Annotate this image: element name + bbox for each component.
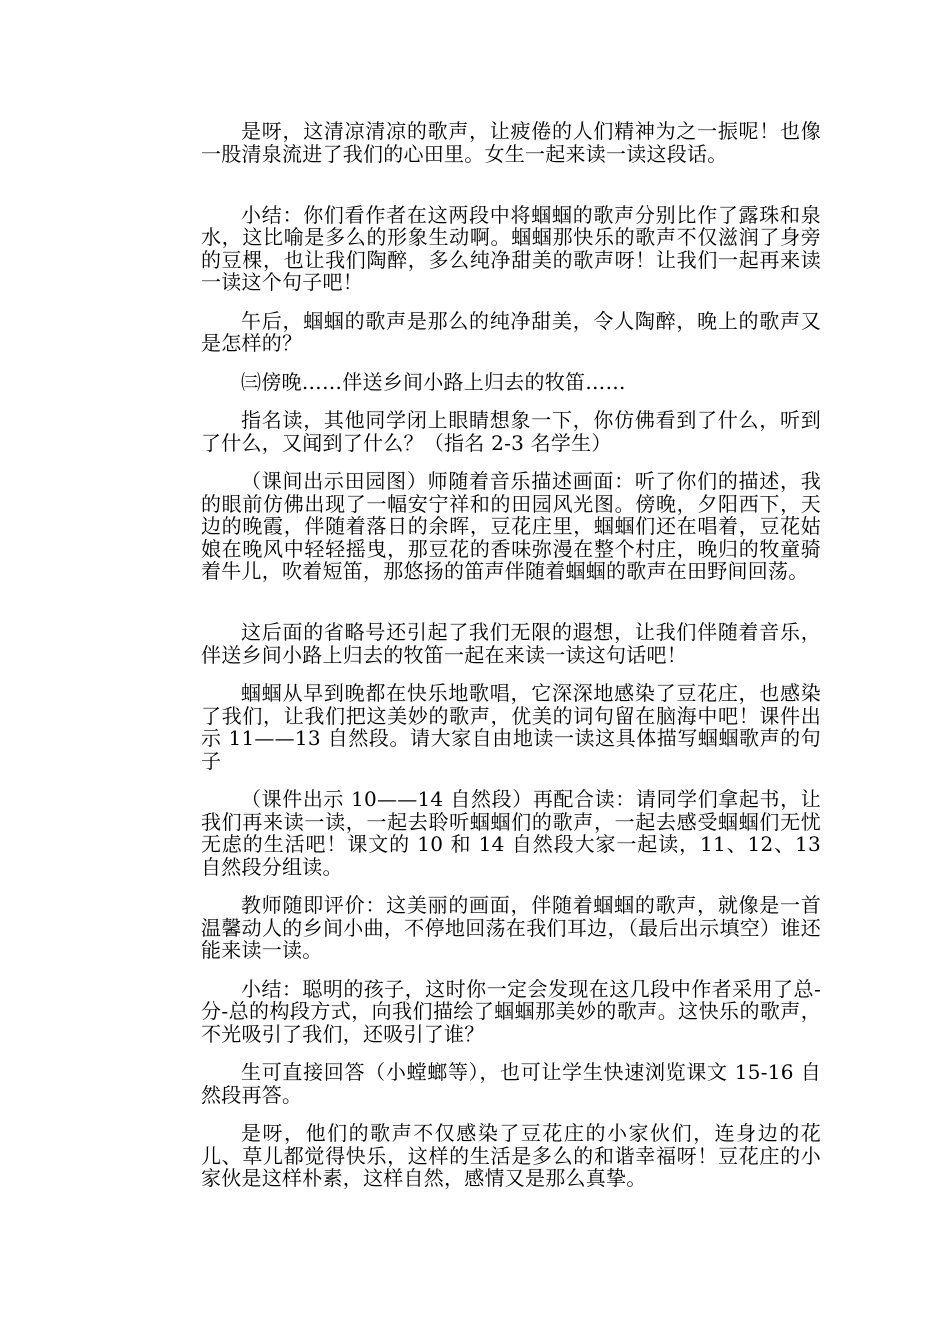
paragraph-8: 蝈蝈从早到晚都在快乐地歌唱，它深深地感染了豆花庄，也感染了我们，让我们把这美妙的歌声，优美的词句留在脑海中吧！课件出示 11——13 自然段。请大家自由地读一读这具体描写蝈蝈歌声的句子: [201, 681, 821, 773]
paragraph-5: 指名读，其他同学闭上眼睛想象一下，你仿佛看到了什么，听到了什么，又闻到了什么？（指名 2-3 名学生）: [201, 408, 821, 455]
paragraph-9: （课件出示 10——14 自然段）再配合读：请同学们拿起书，让我们再来读一读，一起去聆听蝈蝈们的歌声，一起去感受蝈蝈们无忧无虑的生活吧！课文的 10 和 14 自然段大家一起读，11、12、13 自然段分组读。: [201, 787, 821, 879]
paragraph-10: 教师随即评价：这美丽的画面，伴随着蝈蝈的歌声，就像是一首温馨动人的乡间小曲，不停地回荡在我们耳边，（最后出示填空）谁还能来读一读。: [201, 893, 821, 962]
paragraph-6: （课间出示田园图）师随着音乐描述画面：听了你们的描述，我的眼前仿佛出现了一幅安宁祥和的田园风光图。傍晚，夕阳西下，天边的晚霞，伴随着落日的余晖，豆花庄里，蝈蝈们还在唱着，豆花姑娘在晚风中轻轻摇曳，那豆花的香味弥漫在整个村庄，晚归的牧童骑着牛儿，吹着短笛，那悠扬的笛声伴随着蝈蝈的歌声在田野间回荡。: [201, 469, 821, 583]
document-page: [201, 120, 821, 1206]
paragraph-4: ㈢傍晚……伴送乡间小路上归去的牧笛……: [241, 369, 626, 394]
paragraph-12: 生可直接回答（小螳螂等），也可让学生快速浏览课文 15-16 自然段再答。: [201, 1060, 821, 1107]
paragraph-2: 小结：你们看作者在这两段中将蝈蝈的歌声分别比作了露珠和泉水，这比喻是多么的形象生动啊。蝈蝈那快乐的歌声不仅滋润了身旁的豆棵，也让我们陶醉，多么纯净甜美的歌声呀！让我们一起再来读一读这个句子吧！: [201, 202, 821, 294]
paragraph-11: 小结：聪明的孩子，这时你一定会发现在这几段中作者采用了总-分-总的构段方式，向我们描绘了蝈蝈那美妙的歌声。这快乐的歌声，不光吸引了我们，还吸引了谁？: [201, 976, 821, 1046]
paragraph-7: 这后面的省略号还引起了我们无限的遐想，让我们伴随着音乐，伴送乡间小路上归去的牧笛一起在来读一读这句话吧！: [201, 620, 821, 667]
paragraph-1: 是呀，这清凉清凉的歌声，让疲倦的人们精神为之一振呢！也像一股清泉流进了我们的心田里。女生一起来读一读这段话。: [201, 119, 821, 166]
paragraph-3: 午后，蝈蝈的歌声是那么的纯净甜美，令人陶醉，晚上的歌声又是怎样的？: [201, 308, 821, 355]
paragraph-13: 是呀，他们的歌声不仅感染了豆花庄的小家伙们，连身边的花儿、草儿都觉得快乐，这样的生活是多么的和谐幸福呀！豆花庄的小家伙是这样朴素，这样自然，感情又是那么真挚。: [201, 1121, 821, 1190]
